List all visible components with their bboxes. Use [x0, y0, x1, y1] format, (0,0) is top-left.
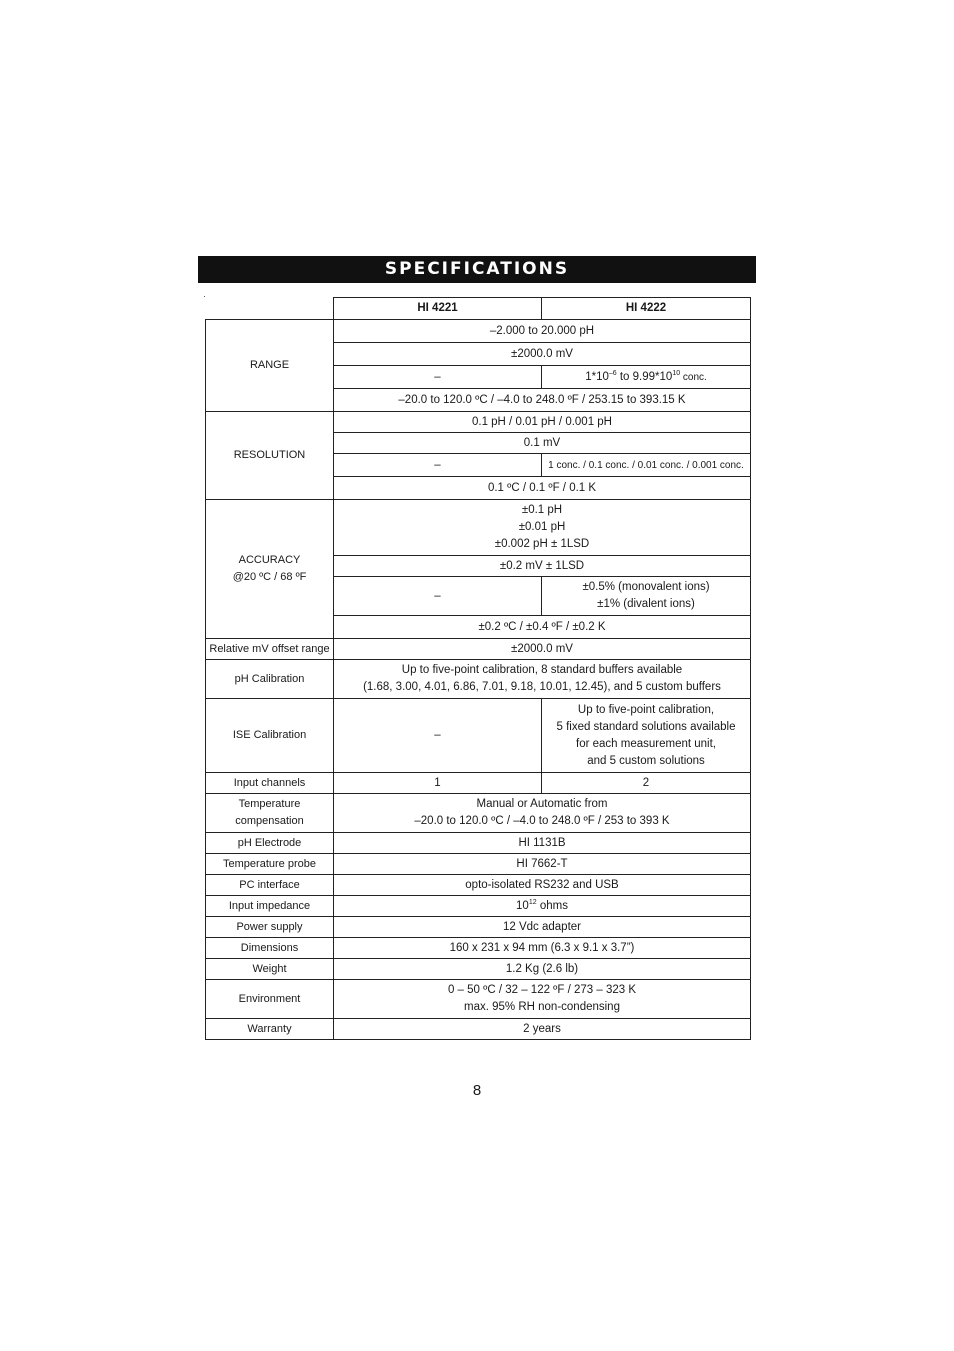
- power-label: Power supply: [206, 917, 334, 938]
- environment-value: [334, 980, 751, 1019]
- environment-label: Environment: [206, 980, 334, 1019]
- accuracy-label: [206, 500, 334, 639]
- ph-calibration-line2: (1.68, 3.00, 4.01, 6.86, 7.01, 9.18, 10.01, 12.45), and 5 custom buffers: [363, 681, 721, 693]
- power-value: 12 Vdc adapter: [334, 917, 751, 938]
- accuracy-ph-line3: ±0.002 pH ± 1LSD: [494, 538, 590, 550]
- model-b-header: HI 4222: [542, 298, 751, 320]
- range-ise-b: [542, 366, 751, 389]
- resolution-ph-row: [206, 412, 751, 433]
- range-ph: –2.000 to 20.000 pH: [334, 320, 751, 343]
- accuracy-mv: ±0.2 mV ± 1LSD: [334, 556, 751, 577]
- range-ise-b-mid: to 9.99*10: [616, 370, 673, 383]
- ise-calibration-a: –: [334, 699, 542, 773]
- range-ise-b-exp2: 10: [672, 369, 681, 377]
- channels-b: 2: [542, 773, 751, 794]
- model-a-header: HI 4221: [334, 298, 542, 320]
- impedance-unit: ohms: [536, 899, 568, 912]
- weight-row: [206, 959, 751, 980]
- ph-calibration-line1: Up to five-point calibration, 8 standard buffers available: [401, 664, 683, 676]
- power-row: [206, 917, 751, 938]
- resolution-ise-b: 1 conc. / 0.1 conc. / 0.01 conc. / 0.001 conc.: [542, 454, 751, 477]
- resolution-ise-a: –: [334, 454, 542, 477]
- impedance-row: [206, 896, 751, 917]
- ph-calibration-row: [206, 660, 751, 699]
- pc-interface-value: opto-isolated RS232 and USB: [334, 875, 751, 896]
- weight-label: Weight: [206, 959, 334, 980]
- range-ise-b-base: 1*10: [585, 370, 609, 383]
- temp-compensation-line2: –20.0 to 120.0 ºC / –4.0 to 248.0 ºF / 253 to 393 K: [414, 815, 670, 827]
- electrode-label: pH Electrode: [206, 833, 334, 854]
- temp-compensation-value: [334, 794, 751, 833]
- ise-calibration-b: [542, 699, 751, 773]
- ph-calibration-value: [334, 660, 751, 699]
- range-temp: –20.0 to 120.0 ºC / –4.0 to 248.0 ºF / 253.15 to 393.15 K: [334, 389, 751, 412]
- accuracy-ph-line1: ±0.1 pH: [521, 504, 563, 516]
- environment-row: [206, 980, 751, 1019]
- temp-compensation-line1: Manual or Automatic from: [476, 798, 608, 810]
- pc-interface-label: PC interface: [206, 875, 334, 896]
- dimensions-row: [206, 938, 751, 959]
- range-ph-row: [206, 320, 751, 343]
- warranty-value: 2 years: [334, 1019, 751, 1040]
- accuracy-ise-b: [542, 577, 751, 616]
- temp-compensation-label: Temperature compensation: [206, 794, 334, 833]
- impedance-label: Input impedance: [206, 896, 334, 917]
- impedance-base: 10: [516, 899, 529, 912]
- pc-interface-row: [206, 875, 751, 896]
- blank-corner: [206, 298, 334, 320]
- range-ise-a: –: [334, 366, 542, 389]
- accuracy-ph-line2: ±0.01 pH: [518, 521, 566, 533]
- page-number: 8: [472, 1082, 482, 1099]
- resolution-label: RESOLUTION: [206, 412, 334, 500]
- rel-mv-row: [206, 639, 751, 660]
- ise-calibration-b-line4: and 5 custom solutions: [587, 754, 705, 767]
- environment-line1: 0 – 50 ºC / 32 – 122 ºF / 273 – 323 K: [447, 984, 637, 996]
- channels-label: Input channels: [206, 773, 334, 794]
- dimensions-value: 160 x 231 x 94 mm (6.3 x 9.1 x 3.7”): [334, 938, 751, 959]
- weight-value: 1.2 Kg (2.6 lb): [334, 959, 751, 980]
- ise-calibration-label: ISE Calibration: [206, 699, 334, 773]
- range-mv: ±2000.0 mV: [334, 343, 751, 366]
- warranty-label: Warranty: [206, 1019, 334, 1040]
- temp-compensation-row: [206, 794, 751, 833]
- electrode-row: [206, 833, 751, 854]
- channels-row: [206, 773, 751, 794]
- ph-calibration-label: pH Calibration: [206, 660, 334, 699]
- ise-calibration-b-line1: Up to five-point calibration,: [577, 703, 715, 716]
- resolution-ph: 0.1 pH / 0.01 pH / 0.001 pH: [334, 412, 751, 433]
- ise-calibration-b-line3: for each measurement unit,: [576, 737, 716, 750]
- accuracy-ph-row: [206, 500, 751, 556]
- range-ise-b-unit: conc.: [680, 371, 707, 383]
- resolution-temp: 0.1 ºC / 0.1 ºF / 0.1 K: [334, 477, 751, 500]
- accuracy-ise-b-line2: ±1% (divalent ions): [597, 598, 695, 610]
- electrode-value: HI 1131B: [334, 833, 751, 854]
- accuracy-label-line1: ACCURACY: [238, 554, 301, 566]
- resolution-mv: 0.1 mV: [334, 433, 751, 454]
- range-ise-b-exp1: –6: [608, 369, 617, 377]
- accuracy-label-line2: @20 ºC / 68 ºF: [232, 571, 307, 583]
- specifications-table: [205, 297, 751, 1040]
- accuracy-ise-a: –: [334, 577, 542, 616]
- warranty-row: [206, 1019, 751, 1040]
- probe-label: Temperature probe: [206, 854, 334, 875]
- rel-mv-value: ±2000.0 mV: [334, 639, 751, 660]
- accuracy-ph: [334, 500, 751, 556]
- page-title: SPECIFICATIONS: [198, 256, 756, 283]
- probe-value: HI 7662-T: [334, 854, 751, 875]
- impedance-exp: 12: [528, 898, 537, 906]
- dimensions-label: Dimensions: [206, 938, 334, 959]
- environment-line2: max. 95% RH non-condensing: [464, 1001, 620, 1013]
- range-label: RANGE: [206, 320, 334, 412]
- accuracy-temp: ±0.2 ºC / ±0.4 ºF / ±0.2 K: [334, 616, 751, 639]
- ise-calibration-row: [206, 699, 751, 773]
- header-row: [206, 298, 751, 320]
- rel-mv-label: Relative mV offset range: [206, 639, 334, 660]
- probe-row: [206, 854, 751, 875]
- channels-a: 1: [334, 773, 542, 794]
- impedance-value: [334, 896, 751, 917]
- accuracy-ise-b-line1: ±0.5% (monovalent ions): [582, 581, 710, 593]
- ise-calibration-b-line2: 5 fixed standard solutions available: [556, 720, 736, 733]
